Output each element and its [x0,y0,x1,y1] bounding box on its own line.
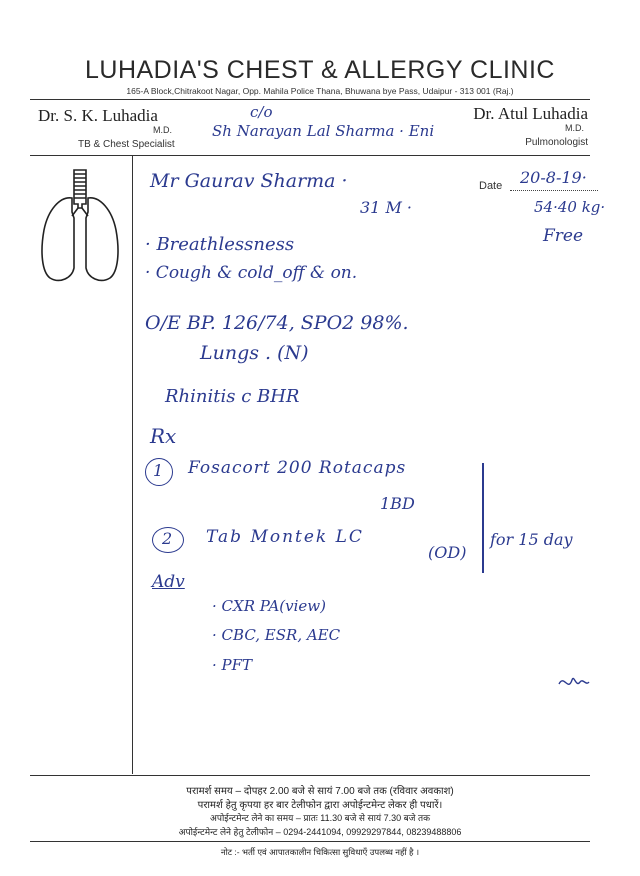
patient-weight: 54·40 kg· [534,198,606,216]
exam-vitals: O/E BP. 126/74, SPO2 98%. [145,312,409,334]
rx-dose-2: (OD) [428,543,467,562]
doctor-left-degree: M.D. [153,125,172,135]
header-divider [30,99,590,100]
footer-divider-2 [30,841,590,842]
visit-date: 20-8-19· [520,168,587,187]
doctor-left-name: Dr. S. K. Luhadia [38,106,158,125]
duration: for 15 day [490,530,573,549]
vertical-margin-line [132,156,133,774]
rx-symbol: Rx [150,424,177,448]
footer-appointment: परामर्श हेतु कृपया हर बार टेलीफोन द्वारा अपोईन्टमेन्ट लेकर ही पधारें। [197,800,443,811]
investigation-3: · PFT [212,656,253,674]
rx-number-1: 1 [153,461,164,480]
exam-lungs: Lungs . (N) [200,342,309,364]
clinic-address: 165-A Block,Chitrakoot Nagar, Opp. Mahila Police Thana, Bhuwana bye Pass, Udaipur - 313 001 (Raj.) [126,86,514,96]
footer-divider [30,775,590,776]
rx-number-2: 2 [162,529,173,548]
rx-dose-1: 1BD [380,494,415,513]
lungs-logo-icon [38,168,122,284]
advice-heading: Adv [152,572,185,592]
footer-note: नोट :- भर्ती एवं आपातकालीन चिकित्सा सुविधाएँ उपलब्ध नहीं है । [220,847,420,857]
complaint-1: · Breathlessness [145,234,295,255]
patient-name: Mr Gaurav Sharma · [150,170,348,192]
complaint-2: · Cough & cold_off & on. [145,263,358,283]
footer-phone: अपोईन्टमेन्ट लेने हेतु टेलीफोन – 0294-2441094, 09929297844, 08239488806 [178,827,462,837]
rx-item-1: Fosacort 200 Rotacaps [188,458,407,478]
co-label: c/o [250,103,273,121]
doctor-right-degree: M.D. [565,123,584,133]
footer-appointment-time: अपोईन्टमेन्ट लेने का समय – प्रातः 11.30 बजे से सायं 7.30 बजे तक [209,813,431,823]
fee-note: Free [543,226,584,246]
rx-item-2: Tab Montek LC [206,527,364,547]
footer-hours: परामर्श समय – दोपहर 2.00 बजे से सायं 7.00 बजे तक (रविवार अवकाश) [186,786,454,797]
doctor-left-specialty: TB & Chest Specialist [78,139,175,150]
diagnosis: Rhinitis c BHR [165,386,300,407]
doctor-right-name: Dr. Atul Luhadia [473,104,588,123]
guardian-name: Sh Narayan Lal Sharma · Eni [212,122,435,140]
doctor-signature [556,670,592,694]
doctor-right-specialty: Pulmonologist [525,137,588,148]
investigation-2: · CBC, ESR, AEC [212,626,341,644]
date-label: Date [479,180,503,192]
date-underline [510,190,598,191]
patient-age-sex: 31 M · [360,198,412,217]
clinic-name: LUHADIA'S CHEST & ALLERGY CLINIC [84,56,555,84]
body-divider [30,155,590,156]
investigation-1: · CXR PA(view) [212,597,326,615]
duration-bracket [482,463,484,573]
